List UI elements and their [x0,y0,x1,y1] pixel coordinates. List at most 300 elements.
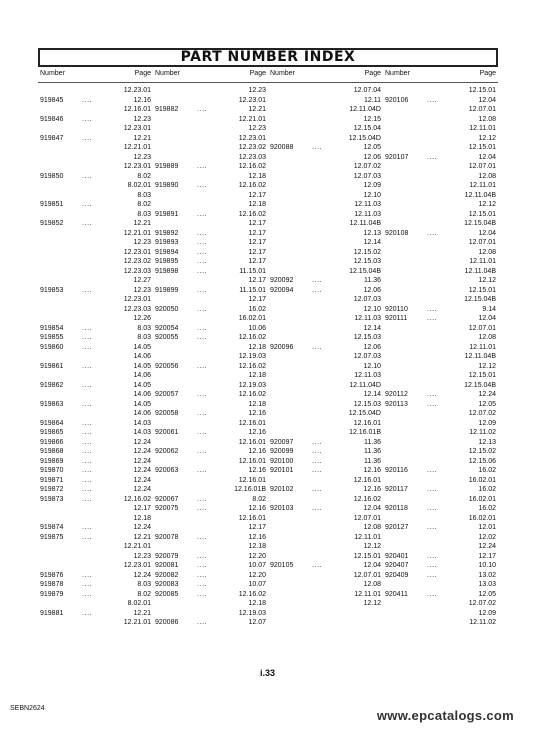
index-row [268,314,383,324]
index-row [153,599,268,609]
page-reference: 12.16.02 [238,590,266,598]
index-row [383,229,498,239]
part-number: 920112 [385,391,408,398]
index-row [153,580,268,590]
page-reference: 12.17 [248,229,266,237]
page-reference: 12.21 [133,134,151,142]
page-reference: 16.02.01 [468,495,496,503]
leader-dots: .... [82,467,93,474]
index-row [38,105,153,115]
index-row [38,238,153,248]
leader-dots: .... [427,467,438,474]
part-number: 919854 [40,324,64,332]
part-number: 920092 [270,277,294,284]
page-reference: 12.11 [364,96,381,104]
index-row [383,542,498,552]
index-row [383,257,498,267]
page-title: PART NUMBER INDEX [38,48,498,67]
index-row [383,571,498,581]
page-reference: 12.11.03 [354,372,381,379]
index-row [268,485,383,495]
part-number: 919892 [155,229,179,237]
page-reference: 13.03 [478,581,496,588]
index-row [38,618,153,628]
page-reference: 12.14 [363,324,381,332]
page-reference: 12.23.01 [123,163,151,170]
page-reference: 12.07.02 [468,410,496,417]
page-reference: 12.23.02 [238,144,266,151]
page-reference: 12.04 [478,229,496,237]
page-reference: 12.05 [363,144,381,151]
index-row [38,495,153,505]
leader-dots: .... [427,153,438,161]
leader-dots: .... [82,201,93,208]
page-reference: 12.07.03 [353,296,381,303]
leader-dots: .... [197,362,208,370]
page-reference: 12.04 [363,505,381,512]
index-row [153,523,268,533]
page-header: Page [479,70,496,77]
page-reference: 12.23 [133,552,151,560]
index-row [153,485,268,495]
index-row [153,191,268,201]
index-row [268,561,383,571]
page-reference: 12.15.04 [353,125,381,132]
page-reference: 12.08 [363,581,381,588]
page-reference: 12.15.03 [353,400,381,408]
part-number: 919852 [40,220,64,227]
part-number: 920083 [155,581,179,588]
page-reference: 12.12 [478,201,496,208]
index-row [38,305,153,315]
page-reference: 12.23.03 [238,153,266,161]
page-reference: 12.12 [363,600,381,607]
page-reference: 12.18 [248,343,266,351]
index-column-2 [153,86,268,628]
part-number: 920057 [155,391,179,398]
page-reference: 12.15.06 [468,457,496,465]
page-reference: 9.14 [482,305,496,313]
page-reference: 12.17 [248,191,266,199]
page-reference: 16.02.01 [468,476,496,484]
index-row [383,561,498,571]
page-reference: 12.17 [248,258,266,265]
page-reference: 12.16 [133,96,151,104]
leader-dots: .... [197,163,208,170]
index-row [383,533,498,543]
index-row [38,466,153,476]
part-number: 920055 [155,334,179,341]
page-reference: 12.11.04B [464,267,496,275]
index-row [38,504,153,514]
page-reference: 12.17 [248,296,266,303]
part-number: 920075 [155,505,179,512]
leader-dots: .... [82,334,93,341]
leader-dots: .... [82,429,93,436]
index-row [153,542,268,552]
index-row [268,238,383,248]
part-number: 919866 [40,438,64,446]
part-number: 920111 [385,315,408,322]
index-row [383,295,498,305]
index-row [383,343,498,353]
index-row [383,124,498,134]
index-row [38,124,153,134]
index-row [383,248,498,258]
page-reference: 16.02.01 [238,315,266,322]
page-reference: 12.16.01 [123,106,151,113]
index-row [268,580,383,590]
leader-dots: .... [197,267,208,275]
index-row [153,295,268,305]
leader-dots: .... [427,552,438,560]
page-reference: 12.15.01 [353,552,381,560]
page-reference: 12.21.01 [123,543,151,550]
page-reference: 12.24 [133,524,151,531]
part-number: 920107 [385,153,409,161]
page-reference: 12.11.03 [354,315,381,322]
leader-dots: .... [82,609,93,617]
page-reference: 12.19.03 [238,609,266,617]
index-row [153,390,268,400]
leader-dots: .... [197,448,208,455]
index-row [38,447,153,457]
index-row [383,210,498,220]
index-row [268,343,383,353]
leader-dots: .... [197,106,208,113]
page-reference: 12.23.03 [123,305,151,313]
page-reference: 12.21 [133,609,151,617]
index-row [383,438,498,448]
page-reference: 12.23 [133,239,151,246]
page-reference: 12.16.02 [238,362,266,370]
part-number: 920078 [155,533,179,541]
page-reference: 12.24 [133,486,151,493]
page-reference: 12.12 [478,277,496,284]
index-row [268,286,383,296]
number-header: Number [385,70,410,77]
page-reference: 16.02 [248,305,266,313]
page-reference: 12.21.01 [123,229,151,237]
part-number: 920105 [270,562,294,569]
index-row [153,257,268,267]
page-reference: 12.26 [133,315,151,322]
page-reference: 12.04 [478,96,496,104]
page-reference: 12.16.02 [238,334,266,341]
index-row [268,447,383,457]
page-reference: 14.03 [133,419,151,427]
leader-dots: .... [82,476,93,484]
index-row [383,305,498,315]
page-reference: 12.16.01 [353,476,381,484]
index-row [38,409,153,419]
page-reference: 12.15.01 [468,87,496,94]
page-reference: 12.07.01 [353,514,381,522]
page-reference: 12.11.04D [349,381,381,389]
leader-dots: .... [82,419,93,427]
leader-dots: .... [82,590,93,598]
index-row [38,267,153,277]
index-row [268,362,383,372]
page-reference: 12.23.01 [238,96,266,104]
leader-dots: .... [427,571,438,579]
part-number: 919862 [40,381,64,389]
index-row [383,352,498,362]
page-reference: 8.02.01 [127,600,151,607]
page-reference: 12.15.04B [464,381,496,389]
page-reference: 12.18 [248,201,266,208]
page-reference: 12.16.02 [238,391,266,398]
page-reference: 11.36 [364,438,381,446]
page-reference: 12.14 [363,391,381,398]
index-row [153,314,268,324]
index-row [268,466,383,476]
page-reference: 12.11.01 [469,182,496,189]
part-number: 919872 [40,486,64,493]
leader-dots: .... [197,305,208,313]
index-row [153,495,268,505]
index-row [38,172,153,182]
page-header: Page [249,70,266,77]
leader-dots: .... [82,324,93,332]
page-reference: 12.21 [248,106,266,113]
page-reference: 8.03 [137,210,151,218]
page-reference: 12.16 [248,410,266,417]
page-reference: 12.19.03 [238,353,266,360]
page-reference: 12.16.02 [353,495,381,503]
page-reference: 12.02 [478,533,496,541]
page-reference: 12.15.04B [349,267,381,275]
index-row [268,400,383,410]
page-reference: 12.01 [478,524,496,531]
page-reference: 8.02 [137,590,151,598]
index-row [38,248,153,258]
part-number: 920061 [155,429,179,436]
page-reference: 12.21.01 [123,144,151,151]
index-row [38,371,153,381]
page-reference: 12.15.02 [353,248,381,256]
part-number: 919871 [40,476,64,484]
index-row [383,381,498,391]
part-number: 920081 [155,562,179,569]
page-reference: 12.18 [248,372,266,379]
index-row [153,362,268,372]
page-reference: 12.16.02 [238,210,266,218]
leader-dots: .... [197,552,208,560]
index-row [153,409,268,419]
index-row [38,362,153,372]
index-row [268,257,383,267]
page-reference: 12.15.04D [348,134,381,142]
index-row [383,115,498,125]
leader-dots: .... [82,524,93,531]
page-reference: 12.15.03 [353,334,381,341]
page-reference: 12.23.01 [238,134,266,142]
leader-dots: .... [82,343,93,351]
index-row [268,571,383,581]
leader-dots: .... [312,144,323,151]
index-row [38,86,153,96]
index-row [268,115,383,125]
page-reference: 12.17 [248,248,266,256]
index-row [268,105,383,115]
page-reference: 12.23.01 [123,125,151,132]
index-row [38,438,153,448]
index-row [153,514,268,524]
page-reference: 11.36 [364,277,381,284]
leader-dots: .... [82,286,93,294]
index-row [268,96,383,106]
page-reference: 12.09 [363,182,381,189]
part-number: 919894 [155,248,179,256]
index-row [383,286,498,296]
index-row [383,333,498,343]
leader-dots: .... [427,96,438,104]
page-reference: 12.23 [248,125,266,132]
index-column-3 [268,86,383,609]
page-reference: 14.06 [133,391,151,398]
page-reference: 13.02 [478,571,496,579]
index-row [153,105,268,115]
part-number: 919891 [155,210,179,218]
index-row [153,305,268,315]
part-number: 919893 [155,239,179,246]
index-row [383,219,498,229]
page-reference: 12.11.01 [469,125,496,132]
index-row [383,314,498,324]
page-reference: 12.12 [363,543,381,550]
index-row [268,419,383,429]
index-row [383,200,498,210]
leader-dots: .... [197,429,208,436]
index-row [38,153,153,163]
page-reference: 12.23.03 [123,267,151,275]
page-reference: 12.16 [363,486,381,493]
page-reference: 12.23.01 [123,248,151,256]
page-reference: 12.11.04B [349,220,381,227]
leader-dots: .... [197,581,208,588]
index-row [38,533,153,543]
page-reference: 12.08 [478,115,496,123]
page-reference: 11.36 [364,457,381,465]
index-row [268,276,383,286]
index-row [268,248,383,258]
part-number: 919864 [40,419,64,427]
page-reference: 12.10 [363,191,381,199]
leader-dots: .... [197,562,208,569]
index-row [38,580,153,590]
index-row [153,419,268,429]
part-number: 920401 [385,552,409,560]
index-row [383,181,498,191]
page-reference: 12.16 [248,448,266,455]
part-number: 919851 [40,201,64,208]
index-row [268,533,383,543]
page-reference: 12.11.03 [354,210,381,218]
index-row [153,552,268,562]
page-reference: 12.16.01B [349,429,381,436]
part-number: 919850 [40,172,64,180]
page-reference: 12.16 [248,467,266,474]
index-row [268,134,383,144]
index-row [38,571,153,581]
part-number: 920050 [155,305,179,313]
index-row [153,561,268,571]
page-reference: 12.15.01 [468,144,496,151]
index-row [383,390,498,400]
index-row [153,162,268,172]
index-row [268,514,383,524]
index-row [383,590,498,600]
index-row [153,324,268,334]
leader-dots: .... [197,210,208,218]
part-number: 919882 [155,106,179,113]
leader-dots: .... [427,524,438,531]
index-row [268,590,383,600]
leader-dots: .... [197,286,208,294]
page-reference: 12.16.02 [238,163,266,170]
index-row [383,618,498,628]
leader-dots: .... [312,467,323,474]
leader-dots: .... [312,448,323,455]
page-reference: 12.18 [248,172,266,180]
page-reference: 14.05 [133,381,151,389]
index-row [38,428,153,438]
index-row [38,400,153,410]
part-number: 919873 [40,495,64,503]
index-row [268,390,383,400]
index-row [153,267,268,277]
page-reference: 14.05 [133,343,151,351]
index-row [153,172,268,182]
part-number: 920101 [270,467,294,474]
part-number: 920102 [270,486,294,493]
index-row [383,153,498,163]
part-number: 920117 [385,486,408,493]
document-code: SEBN2624 [10,705,45,712]
index-row [38,485,153,495]
index-row [268,457,383,467]
index-row [153,153,268,163]
index-row [38,276,153,286]
leader-dots: .... [82,533,93,541]
page-reference: 14.06 [133,353,151,360]
index-row [383,466,498,476]
leader-dots: .... [427,590,438,598]
page-reference: 12.07.01 [353,571,381,579]
page-reference: 12.15.03 [353,258,381,265]
page-reference: 12.07.02 [353,163,381,170]
leader-dots: .... [427,562,438,569]
index-row [383,143,498,153]
page-reference: 12.08 [478,334,496,341]
index-row [38,229,153,239]
index-row [268,143,383,153]
page-reference: 12.19.03 [238,381,266,389]
page-reference: 12.24 [133,467,151,474]
leader-dots: .... [197,239,208,246]
part-number: 920079 [155,552,179,560]
page-reference: 12.17 [133,505,151,512]
index-row [153,504,268,514]
part-number: 920409 [385,571,409,579]
index-row [383,419,498,429]
page-reference: 12.07 [248,619,266,626]
page-reference: 16.02.01 [468,514,496,522]
index-row [383,172,498,182]
index-row [268,191,383,201]
index-row [38,609,153,619]
